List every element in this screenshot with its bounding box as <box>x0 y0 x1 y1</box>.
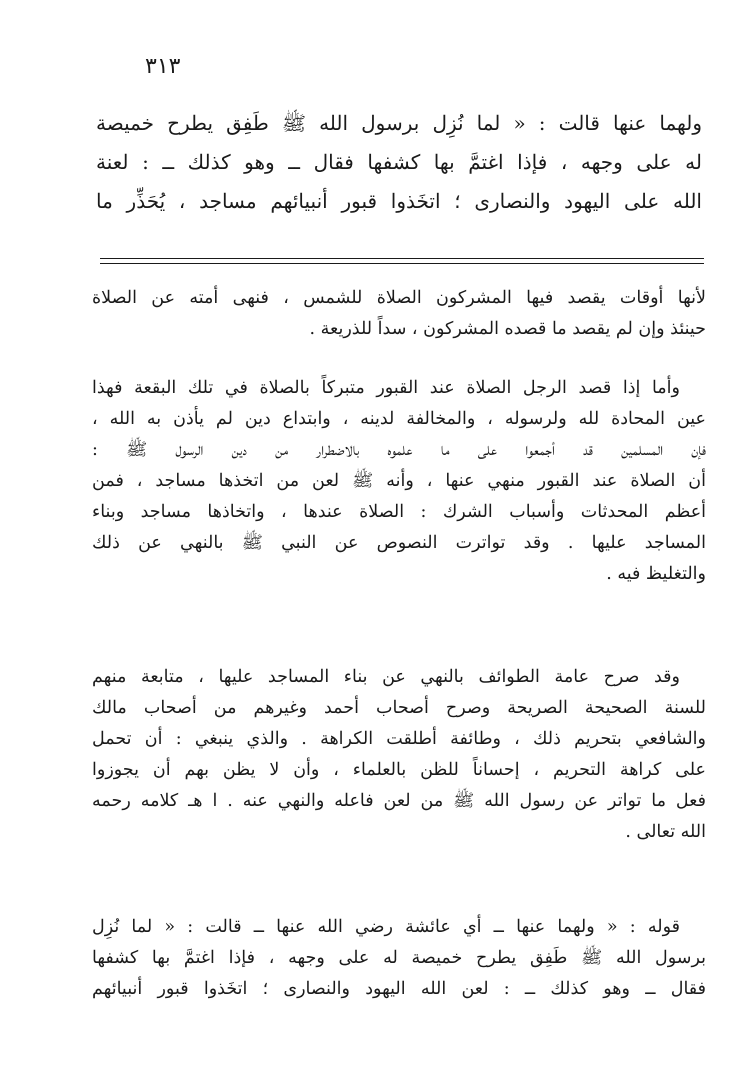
commentary-line: على كراهة التحريم ، إحساناً للظن بالعلماء ، وأن لا يظن بهم أن يجوزوا <box>92 760 706 780</box>
commentary-line: برسول الله ﷺ طَفِق يطرح خميصة له على وجهه ، فإذا اغتمَّ بها كشفها <box>92 948 706 968</box>
hadith-line: الله على اليهود والنصارى ؛ اتخَذوا قبور أنبيائهم مساجد ، يُحَذِّر ما <box>96 189 702 213</box>
page-number: ٣١٣ <box>145 54 181 79</box>
commentary-line: والشافعي بتحريم ذلك ، وطائفة أطلقت الكراهة . والذي ينبغي : أن تحمل <box>92 729 706 749</box>
commentary-line: فقال ــ وهو كذلك ــ : لعن الله اليهود والنصارى ؛ اتخَذوا قبور أنبيائهم <box>92 979 706 999</box>
hadith-line: ولهما عنها قالت : « لما نُزِل برسول الله ﷺ طَفِق يطرح خميصة <box>96 111 702 135</box>
commentary-line: لأنها أوقات يقصد فيها المشركون الصلاة للشمس ، فنهى أمته عن الصلاة <box>92 288 706 308</box>
commentary-paragraph <box>92 373 706 590</box>
commentary-line: أعظم المحدثات وأسباب الشرك : الصلاة عندها ، واتخاذها مساجد وبناء <box>92 502 706 522</box>
commentary-line: وقد صرح عامة الطوائف بالنهي عن بناء المساجد عليها ، متابعة منهم <box>92 667 680 687</box>
commentary-line: فعل ما تواتر عن رسول الله ﷺ من لعن فاعله والنهي عنه . ا هـ كلامه رحمه <box>92 791 706 811</box>
commentary-line: للسنة الصحيحة الصريحة وصرح أصحاب أحمد وغيرهم من أصحاب مالك <box>92 698 706 718</box>
commentary-line: والتغليظ فيه . <box>606 564 706 584</box>
commentary-line: أن الصلاة عند القبور منهي عنها ، وأنه ﷺ لعن من اتخذها مساجد ، فمن <box>92 471 706 491</box>
double-rule-divider <box>100 258 704 264</box>
commentary-line: المساجد عليها . وقد تواترت النصوص عن النبي ﷺ بالنهي عن ذلك <box>92 533 706 553</box>
hadith-line: له على وجهه ، فإذا اغتمَّ بها كشفها فقال ــ وهو كذلك ــ : لعنة <box>96 150 702 174</box>
commentary-line: الله تعالى . <box>625 822 706 842</box>
commentary-paragraph <box>92 912 706 1005</box>
commentary-line: قوله : « ولهما عنها ــ أي عائشة رضي الله عنها ــ قالت : « لما نُزِل <box>92 917 680 937</box>
commentary-paragraph <box>92 662 706 848</box>
commentary-line: وأما إذا قصد الرجل الصلاة عند القبور متبركاً بالصلاة في تلك البقعة فهذا <box>92 378 680 398</box>
commentary-paragraph <box>92 283 706 345</box>
commentary-line: عين المحادة لله ولرسوله ، والمخالفة لدينه ، وابتداع دين لم يأذن به الله ، <box>92 409 706 429</box>
hadith-text <box>96 104 702 221</box>
commentary-line: حينئذ وإن لم يقصد ما قصده المشركون ، سداً للذريعة . <box>309 319 706 339</box>
commentary-line: فإن المسلمين قد أجمعوا على ما علموه بالاضطرار من دين الرسول ﷺ : <box>92 440 706 460</box>
